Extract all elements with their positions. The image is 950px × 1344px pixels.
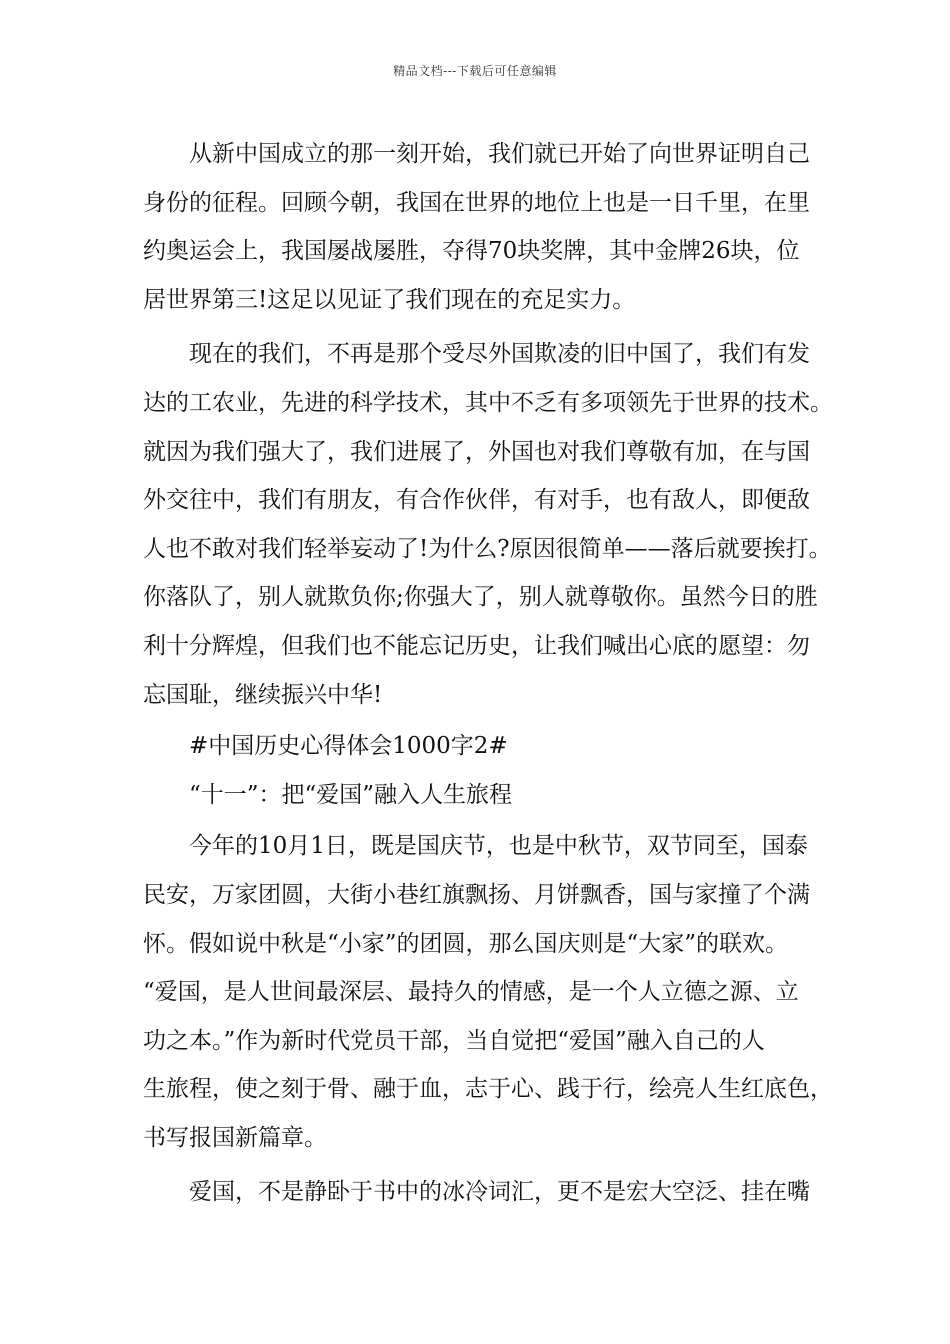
paragraph-line: 今年的10月1日，既是国庆节，也是中秋节，双节同至，国泰 [189,833,808,860]
article-title: “十一”：把“爱国”融入人生旅程 [189,781,513,808]
paragraph-line: 你落队了，别人就欺负你;你强大了，别人就尊敬你。虽然今日的胜 [143,584,818,611]
paragraph-line: 生旅程，使之刻于骨、融于血，志于心、践于行，绘亮人生红底色， [143,1076,833,1103]
section-heading: #中国历史心得体会1000字2# [189,733,508,760]
page-header: 精品文档---下载后可任意编辑 [393,64,557,78]
paragraph-line: 就因为我们强大了，我们进展了，外国也对我们尊敬有加，在与国 [143,438,810,465]
paragraph-line: 民安，万家团圆，大街小巷红旗飘扬、月饼飘香，国与家撞了个满 [143,881,810,908]
paragraph-line: 爱国，不是静卧于书中的冰冷词汇，更不是宏大空泛、挂在嘴 [189,1179,810,1206]
paragraph-line: “爱国，是人世间最深层、最持久的情感，是一个人立德之源、立 [143,979,799,1006]
paragraph-line: 外交往中，我们有朋友，有合作伙伴，有对手，也有敌人，即便敌 [143,487,810,514]
paragraph-line: 从新中国成立的那一刻开始，我们就已开始了向世界证明自己 [189,141,810,167]
paragraph-line: 约奥运会上，我国屡战屡胜，夺得70块奖牌，其中金牌26块，位 [143,238,800,265]
paragraph-line: 身份的征程。回顾今朝，我国在世界的地位上也是一日千里，在里 [143,189,810,216]
paragraph-line: 人也不敢对我们轻举妄动了!为什么?原因很简单——落后就要挨打。 [143,535,832,562]
paragraph-line: 怀。假如说中秋是“小家”的团圆，那么国庆则是“大家”的联欢。 [143,930,789,957]
paragraph-line: 忘国耻，继续振兴中华! [143,681,383,708]
paragraph-line: 利十分辉煌，但我们也不能忘记历史，让我们喊出心底的愿望：勿 [143,632,810,659]
paragraph-line: 书写报国新篇章。 [143,1124,327,1151]
paragraph-line: 现在的我们，不再是那个受尽外国欺凌的旧中国了，我们有发 [189,341,810,368]
paragraph-line: 居世界第三!这足以见证了我们现在的充足实力。 [143,286,636,313]
paragraph-line: 功之本。”作为新时代党员干部，当自觉把“爱国”融入自己的人 [143,1027,765,1054]
paragraph-line: 达的工农业，先进的科学技术，其中不乏有多项领先于世界的技术。 [143,389,833,416]
document-body [143,130,833,1217]
